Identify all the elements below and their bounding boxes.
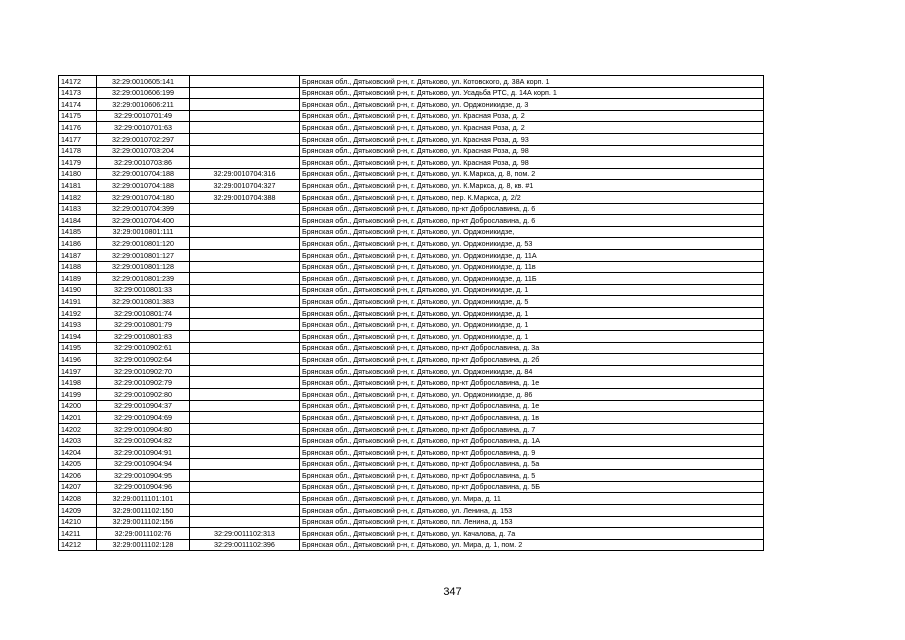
address-cell: Брянская обл., Дятьковский р-н, г. Дятьково, пр-кт Доброславина, д. 1е	[300, 400, 764, 412]
row-number-cell: 14190	[59, 284, 97, 296]
cadastral-number-cell: 32:29:0010902:80	[97, 389, 190, 401]
cadastral-number-cell: 32:29:0011101:101	[97, 493, 190, 505]
row-number-cell: 14188	[59, 261, 97, 273]
related-cadastral-number-cell	[190, 319, 300, 331]
table-row	[59, 122, 764, 134]
address-cell: Брянская обл., Дятьковский р-н, г. Дятьково, ул. Орджоникидзе, д. 11А	[300, 249, 764, 261]
related-cadastral-number-cell	[190, 203, 300, 215]
related-cadastral-number-cell	[190, 133, 300, 145]
row-number-cell: 14175	[59, 110, 97, 122]
table-row	[59, 504, 764, 516]
cadastral-number-cell: 32:29:0010704:188	[97, 180, 190, 192]
row-number-cell: 14193	[59, 319, 97, 331]
address-cell: Брянская обл., Дятьковский р-н, г. Дятьково, ул. Красная Роза, д. 2	[300, 110, 764, 122]
address-cell: Брянская обл., Дятьковский р-н, г. Дятьково, пр-кт Доброславина, д. 5Б	[300, 481, 764, 493]
related-cadastral-number-cell	[190, 481, 300, 493]
row-number-cell: 14209	[59, 504, 97, 516]
table-row	[59, 99, 764, 111]
cadastral-number-cell: 32:29:0010704:188	[97, 168, 190, 180]
row-number-cell: 14197	[59, 365, 97, 377]
related-cadastral-number-cell	[190, 377, 300, 389]
table-row	[59, 377, 764, 389]
cadastral-number-cell: 32:29:0010801:128	[97, 261, 190, 273]
cadastral-number-cell: 32:29:0010704:400	[97, 215, 190, 227]
address-cell: Брянская обл., Дятьковский р-н, г. Дятьково, ул. Орджоникидзе, д. 1	[300, 331, 764, 343]
related-cadastral-number-cell	[190, 238, 300, 250]
address-cell: Брянская обл., Дятьковский р-н, г. Дятьково, ул. Орджоникидзе, д. 1	[300, 319, 764, 331]
cadastral-number-cell: 32:29:0010801:33	[97, 284, 190, 296]
address-cell: Брянская обл., Дятьковский р-н, г. Дятьково, пр-кт Доброславина, д. 5	[300, 470, 764, 482]
table-row	[59, 389, 764, 401]
related-cadastral-number-cell: 32:29:0010704:388	[190, 191, 300, 203]
related-cadastral-number-cell	[190, 296, 300, 308]
related-cadastral-number-cell: 32:29:0011102:313	[190, 528, 300, 540]
table-row	[59, 110, 764, 122]
table-row	[59, 447, 764, 459]
cadastral-number-cell: 32:29:0010904:37	[97, 400, 190, 412]
cadastral-number-cell: 32:29:0010606:199	[97, 87, 190, 99]
table-row	[59, 296, 764, 308]
address-cell: Брянская обл., Дятьковский р-н, г. Дятьково, ул. Орджоникидзе, д. 3	[300, 99, 764, 111]
address-cell: Брянская обл., Дятьковский р-н, г. Дятьково, ул. Орджоникидзе, д. 1	[300, 307, 764, 319]
address-cell: Брянская обл., Дятьковский р-н, г. Дятьково, пр-кт Доброславина, д. 6	[300, 215, 764, 227]
table-row	[59, 400, 764, 412]
address-cell: Брянская обл., Дятьковский р-н, г. Дятьково, ул. К.Маркса, д. 8, кв. #1	[300, 180, 764, 192]
address-cell: Брянская обл., Дятьковский р-н, г. Дятьково, ул. Красная Роза, д. 93	[300, 133, 764, 145]
cadastral-number-cell: 32:29:0010904:82	[97, 435, 190, 447]
table-row	[59, 226, 764, 238]
row-number-cell: 14184	[59, 215, 97, 227]
related-cadastral-number-cell	[190, 284, 300, 296]
row-number-cell: 14180	[59, 168, 97, 180]
cadastral-number-cell: 32:29:0010904:94	[97, 458, 190, 470]
related-cadastral-number-cell	[190, 87, 300, 99]
row-number-cell: 14206	[59, 470, 97, 482]
related-cadastral-number-cell	[190, 447, 300, 459]
related-cadastral-number-cell: 32:29:0011102:396	[190, 539, 300, 551]
cadastral-number-cell: 32:29:0010904:91	[97, 447, 190, 459]
address-cell: Брянская обл., Дятьковский р-н, г. Дятьково, ул. Орджоникидзе, д. 11Б	[300, 273, 764, 285]
related-cadastral-number-cell	[190, 307, 300, 319]
cadastral-number-cell: 32:29:0010902:61	[97, 342, 190, 354]
address-cell: Брянская обл., Дятьковский р-н, г. Дятьково, пл. Ленина, д. 153	[300, 516, 764, 528]
address-cell: Брянская обл., Дятьковский р-н, г. Дятьково, пр-кт Доброславина, д. 1е	[300, 377, 764, 389]
related-cadastral-number-cell	[190, 273, 300, 285]
row-number-cell: 14210	[59, 516, 97, 528]
cadastral-number-cell: 32:29:0010801:79	[97, 319, 190, 331]
row-number-cell: 14201	[59, 412, 97, 424]
table-row	[59, 342, 764, 354]
row-number-cell: 14189	[59, 273, 97, 285]
address-cell: Брянская обл., Дятьковский р-н, г. Дятьково, ул. Качалова, д. 7а	[300, 528, 764, 540]
cadastral-number-cell: 32:29:0010605:141	[97, 76, 190, 88]
table-row	[59, 238, 764, 250]
row-number-cell: 14179	[59, 157, 97, 169]
cadastral-number-cell: 32:29:0010801:120	[97, 238, 190, 250]
table-row	[59, 423, 764, 435]
related-cadastral-number-cell	[190, 145, 300, 157]
cadastral-number-cell: 32:29:0010902:79	[97, 377, 190, 389]
related-cadastral-number-cell	[190, 249, 300, 261]
address-cell: Брянская обл., Дятьковский р-н, г. Дятьково, ул. Красная Роза, д. 98	[300, 157, 764, 169]
address-cell: Брянская обл., Дятьковский р-н, г. Дятьково, ул. Ленина, д. 153	[300, 504, 764, 516]
cadastral-number-cell: 32:29:0010801:83	[97, 331, 190, 343]
row-number-cell: 14205	[59, 458, 97, 470]
table-row	[59, 481, 764, 493]
related-cadastral-number-cell	[190, 470, 300, 482]
address-cell: Брянская обл., Дятьковский р-н, г. Дятьково, ул. Красная Роза, д. 2	[300, 122, 764, 134]
cadastral-number-cell: 32:29:0010904:96	[97, 481, 190, 493]
row-number-cell: 14181	[59, 180, 97, 192]
table-row	[59, 215, 764, 227]
table-row	[59, 516, 764, 528]
cadastral-number-cell: 32:29:0010801:383	[97, 296, 190, 308]
table-row	[59, 273, 764, 285]
address-cell: Брянская обл., Дятьковский р-н, г. Дятьково, ул. Мира, д. 11	[300, 493, 764, 505]
address-cell: Брянская обл., Дятьковский р-н, г. Дятьково, ул. Орджоникидзе, д. 1	[300, 284, 764, 296]
related-cadastral-number-cell	[190, 331, 300, 343]
address-cell: Брянская обл., Дятьковский р-н, г. Дятьково, пр-кт Доброславина, д. 1А	[300, 435, 764, 447]
page-number: 347	[443, 586, 462, 598]
related-cadastral-number-cell	[190, 504, 300, 516]
address-cell: Брянская обл., Дятьковский р-н, г. Дятьково, пр-кт Доброславина, д. 1в	[300, 412, 764, 424]
table-row	[59, 435, 764, 447]
related-cadastral-number-cell	[190, 342, 300, 354]
cadastral-number-cell: 32:29:0010701:63	[97, 122, 190, 134]
cadastral-number-cell: 32:29:0011102:156	[97, 516, 190, 528]
row-number-cell: 14178	[59, 145, 97, 157]
address-cell: Брянская обл., Дятьковский р-н, г. Дятьково, ул. Мира, д. 1, пом. 2	[300, 539, 764, 551]
related-cadastral-number-cell	[190, 354, 300, 366]
address-cell: Брянская обл., Дятьковский р-н, г. Дятьково, ул. Котовского, д. 38А корп. 1	[300, 76, 764, 88]
table-row	[59, 133, 764, 145]
cadastral-number-cell: 32:29:0010902:70	[97, 365, 190, 377]
address-cell: Брянская обл., Дятьковский р-н, г. Дятьково, ул. К.Маркса, д. 8, пом. 2	[300, 168, 764, 180]
row-number-cell: 14208	[59, 493, 97, 505]
related-cadastral-number-cell: 32:29:0010704:327	[190, 180, 300, 192]
related-cadastral-number-cell	[190, 157, 300, 169]
cadastral-number-cell: 32:29:0010701:49	[97, 110, 190, 122]
row-number-cell: 14176	[59, 122, 97, 134]
row-number-cell: 14196	[59, 354, 97, 366]
row-number-cell: 14200	[59, 400, 97, 412]
related-cadastral-number-cell	[190, 458, 300, 470]
related-cadastral-number-cell	[190, 400, 300, 412]
table-row	[59, 365, 764, 377]
address-cell: Брянская обл., Дятьковский р-н, г. Дятьково, пр-кт Доброславина, д. 7	[300, 423, 764, 435]
cadastral-number-cell: 32:29:0010704:399	[97, 203, 190, 215]
registry-table-body	[59, 76, 764, 551]
table-row	[59, 470, 764, 482]
row-number-cell: 14212	[59, 539, 97, 551]
row-number-cell: 14185	[59, 226, 97, 238]
address-cell: Брянская обл., Дятьковский р-н, г. Дятьково, ул. Орджоникидзе, д. 84	[300, 365, 764, 377]
cadastral-number-cell: 32:29:0010703:86	[97, 157, 190, 169]
address-cell: Брянская обл., Дятьковский р-н, г. Дятьково, ул. Орджоникидзе,	[300, 226, 764, 238]
table-row	[59, 203, 764, 215]
cadastral-number-cell: 32:29:0011102:150	[97, 504, 190, 516]
row-number-cell: 14187	[59, 249, 97, 261]
table-row	[59, 261, 764, 273]
cadastral-number-cell: 32:29:0010702:297	[97, 133, 190, 145]
table-row	[59, 145, 764, 157]
row-number-cell: 14186	[59, 238, 97, 250]
cadastral-number-cell: 32:29:0010801:111	[97, 226, 190, 238]
table-row	[59, 191, 764, 203]
row-number-cell: 14183	[59, 203, 97, 215]
related-cadastral-number-cell	[190, 412, 300, 424]
related-cadastral-number-cell	[190, 226, 300, 238]
table-row	[59, 331, 764, 343]
address-cell: Брянская обл., Дятьковский р-н, г. Дятьково, пр-кт Доброславина, д. 3а	[300, 342, 764, 354]
row-number-cell: 14192	[59, 307, 97, 319]
table-row	[59, 354, 764, 366]
row-number-cell: 14172	[59, 76, 97, 88]
row-number-cell: 14199	[59, 389, 97, 401]
address-cell: Брянская обл., Дятьковский р-н, г. Дятьково, ул. Усадьба РТС, д. 14А корп. 1	[300, 87, 764, 99]
table-row	[59, 168, 764, 180]
related-cadastral-number-cell	[190, 365, 300, 377]
address-cell: Брянская обл., Дятьковский р-н, г. Дятьково, пр-кт Доброславина, д. 5а	[300, 458, 764, 470]
table-row	[59, 412, 764, 424]
related-cadastral-number-cell	[190, 261, 300, 273]
row-number-cell: 14207	[59, 481, 97, 493]
address-cell: Брянская обл., Дятьковский р-н, г. Дятьково, ул. Орджоникидзе, д. 53	[300, 238, 764, 250]
table-row	[59, 87, 764, 99]
table-row	[59, 76, 764, 88]
row-number-cell: 14204	[59, 447, 97, 459]
cadastral-number-cell: 32:29:0010904:80	[97, 423, 190, 435]
cadastral-number-cell: 32:29:0010902:64	[97, 354, 190, 366]
cadastral-number-cell: 32:29:0010801:239	[97, 273, 190, 285]
row-number-cell: 14195	[59, 342, 97, 354]
row-number-cell: 14174	[59, 99, 97, 111]
row-number-cell: 14202	[59, 423, 97, 435]
address-cell: Брянская обл., Дятьковский р-н, г. Дятьково, ул. Красная Роза, д. 98	[300, 145, 764, 157]
address-cell: Брянская обл., Дятьковский р-н, г. Дятьково, ул. Орджоникидзе, д. 86	[300, 389, 764, 401]
row-number-cell: 14173	[59, 87, 97, 99]
table-row	[59, 180, 764, 192]
row-number-cell: 14194	[59, 331, 97, 343]
address-cell: Брянская обл., Дятьковский р-н, г. Дятьково, ул. Орджоникидзе, д. 5	[300, 296, 764, 308]
table-row	[59, 539, 764, 551]
related-cadastral-number-cell: 32:29:0010704:316	[190, 168, 300, 180]
row-number-cell: 14198	[59, 377, 97, 389]
address-cell: Брянская обл., Дятьковский р-н, г. Дятьково, пр-кт Доброславина, д. 2б	[300, 354, 764, 366]
related-cadastral-number-cell	[190, 423, 300, 435]
related-cadastral-number-cell	[190, 122, 300, 134]
table-row	[59, 528, 764, 540]
cadastral-number-cell: 32:29:0010904:95	[97, 470, 190, 482]
related-cadastral-number-cell	[190, 110, 300, 122]
table-row	[59, 307, 764, 319]
table-row	[59, 319, 764, 331]
row-number-cell: 14182	[59, 191, 97, 203]
related-cadastral-number-cell	[190, 435, 300, 447]
table-row	[59, 157, 764, 169]
address-cell: Брянская обл., Дятьковский р-н, г. Дятьково, пр-кт Доброславина, д. 6	[300, 203, 764, 215]
row-number-cell: 14203	[59, 435, 97, 447]
cadastral-number-cell: 32:29:0010904:69	[97, 412, 190, 424]
table-row	[59, 249, 764, 261]
related-cadastral-number-cell	[190, 99, 300, 111]
related-cadastral-number-cell	[190, 389, 300, 401]
row-number-cell: 14211	[59, 528, 97, 540]
cadastral-number-cell: 32:29:0011102:128	[97, 539, 190, 551]
address-cell: Брянская обл., Дятьковский р-н, г. Дятьково, пр-кт Доброславина, д. 9	[300, 447, 764, 459]
related-cadastral-number-cell	[190, 215, 300, 227]
cadastral-number-cell: 32:29:0011102:76	[97, 528, 190, 540]
row-number-cell: 14177	[59, 133, 97, 145]
cadastral-number-cell: 32:29:0010801:127	[97, 249, 190, 261]
table-row	[59, 284, 764, 296]
registry-table	[58, 75, 764, 551]
table-row	[59, 493, 764, 505]
address-cell: Брянская обл., Дятьковский р-н, г. Дятьково, ул. Орджоникидзе, д. 11в	[300, 261, 764, 273]
related-cadastral-number-cell	[190, 76, 300, 88]
related-cadastral-number-cell	[190, 493, 300, 505]
cadastral-number-cell: 32:29:0010704:180	[97, 191, 190, 203]
cadastral-number-cell: 32:29:0010703:204	[97, 145, 190, 157]
cadastral-number-cell: 32:29:0010606:211	[97, 99, 190, 111]
table-row	[59, 458, 764, 470]
address-cell: Брянская обл., Дятьковский р-н, г. Дятьково, пер. К.Маркса, д. 2/2	[300, 191, 764, 203]
cadastral-number-cell: 32:29:0010801:74	[97, 307, 190, 319]
row-number-cell: 14191	[59, 296, 97, 308]
related-cadastral-number-cell	[190, 516, 300, 528]
